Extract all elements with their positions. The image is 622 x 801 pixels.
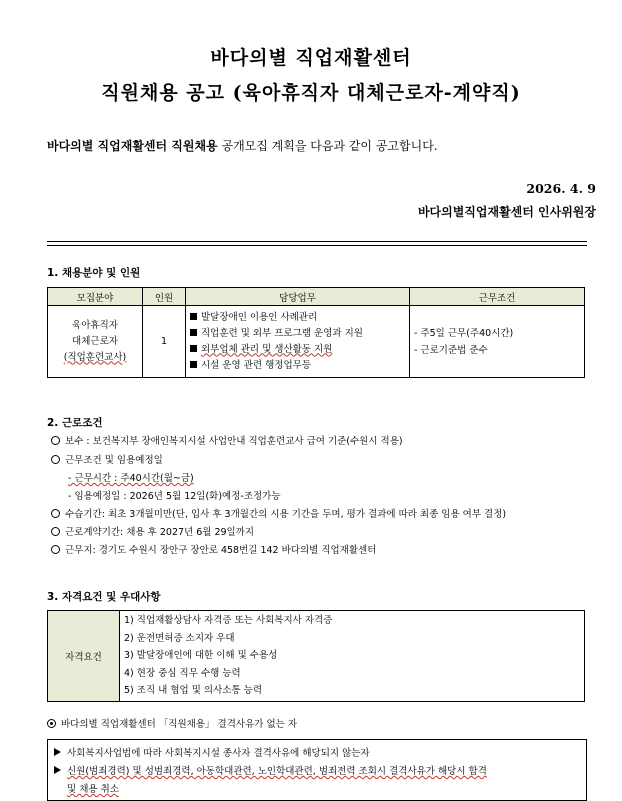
disqualify-box xyxy=(47,739,587,801)
qualification-table xyxy=(47,610,585,702)
circle-bullet-icon xyxy=(51,509,60,518)
recruit-table xyxy=(47,287,585,378)
condition-pay: 보수 : 보건복지부 장애인복지시설 사업안내 직업훈련교사 급여 기준(수원시 적용) xyxy=(51,433,403,447)
divider-bottom xyxy=(47,245,587,246)
disqualify-item-cont: 및 채용 취소 xyxy=(67,784,119,795)
circle-bullet-icon xyxy=(51,545,60,554)
duty-item: 외부업체 관리 및 생산활동 지원 xyxy=(190,342,405,358)
section3-heading: 3. 자격요건 및 우대사항 xyxy=(47,591,161,603)
triangle-bullet-icon xyxy=(54,748,61,756)
condition-location: 근무지: 경기도 수원시 장안구 장안로 458번길 142 바다의별 직업재활센터 xyxy=(51,542,376,556)
disqualify-item: 신원(범죄경력) 및 성범죄경력, 아동학대관련, 노인학대관련, 범죄전력 조회시 결격사유가 해당시 합격 xyxy=(54,763,487,777)
org-title: 바다의별 직업재활센터 xyxy=(210,47,412,69)
qualification-item: 2) 운전면허증 소지자 우대 xyxy=(124,632,235,644)
condition-item: - 근로기준법 준수 xyxy=(414,344,488,356)
col-count: 인원 xyxy=(143,288,186,306)
duty-item: 발달장애인 이용인 사례관리 xyxy=(190,310,405,326)
circle-bullet-icon xyxy=(51,436,60,445)
triangle-bullet-icon xyxy=(54,766,61,774)
condition-work: 근무조건 및 임용예정일 xyxy=(51,452,163,466)
disqualify-heading: 바다의별 직업재활센터 「직원채용」 결격사유가 없는 자 xyxy=(47,716,297,730)
circle-bullet-icon xyxy=(51,455,60,464)
circle-bullet-icon xyxy=(51,527,60,536)
square-bullet-icon xyxy=(190,329,197,336)
signer: 바다의별직업재활센터 인사위원장 xyxy=(417,205,596,219)
qualification-list xyxy=(120,611,585,702)
field-cell xyxy=(48,306,143,378)
square-bullet-icon xyxy=(190,345,197,352)
field-line: (직업훈련교사) xyxy=(63,351,127,363)
condition-probation: 수습기간: 최초 3개월미만(단, 입사 후 3개월간의 시용 기간을 두며, 평가 결과에 따라 최종 임용 여부 결정) xyxy=(51,506,506,520)
square-bullet-icon xyxy=(190,361,197,368)
condition-item: - 주5일 근무(주40시간) xyxy=(414,327,514,339)
duties-cell xyxy=(186,306,410,378)
duty-item: 직업훈련 및 외부 프로그램 운영과 지원 xyxy=(190,326,405,342)
count-cell: 1 xyxy=(143,306,186,378)
intro-rest: 공개모집 계획을 다음과 같이 공고합니다. xyxy=(217,139,438,153)
notice-date: 2026. 4. 9 xyxy=(526,181,596,196)
condition-hours: - 근무시간 : 주40시간(월~금) xyxy=(68,473,194,484)
disqualify-item: 사회복지사업법에 따라 사회복지시설 종사자 결격사유에 해당되지 않는자 xyxy=(54,745,370,759)
notice-title: 직원채용 공고 (육아휴직자 대체근로자-계약직) xyxy=(101,82,521,104)
condition-start-date: - 임용예정일 : 2026년 5월 12일(화)예정-조정가능 xyxy=(68,491,281,502)
section2-heading: 2. 근로조건 xyxy=(47,417,103,429)
duty-item: 시설 운영 관련 행정업무등 xyxy=(190,358,405,374)
square-bullet-icon xyxy=(190,313,197,320)
section1-heading: 1. 채용분야 및 인원 xyxy=(47,267,141,279)
col-field: 모집분야 xyxy=(48,288,143,306)
qualification-label: 자격요건 xyxy=(48,611,120,702)
divider-top xyxy=(47,241,587,242)
field-line: 대체근로자 xyxy=(72,335,118,347)
condition-contract: 근로계약기간: 채용 후 2027년 6월 29일까지 xyxy=(51,524,254,538)
qualification-item: 3) 발달장애인에 대한 이해 및 수용성 xyxy=(124,650,278,661)
qualification-item: 1) 직업재활상담사 자격증 또는 사회복지사 자격증 xyxy=(124,615,333,626)
intro-text xyxy=(47,137,438,154)
conditions-cell xyxy=(410,306,585,378)
dotted-circle-bullet-icon xyxy=(47,719,56,728)
qualification-item: 5) 조직 내 협업 및 의사소통 능력 xyxy=(124,685,262,696)
col-duties: 담당업무 xyxy=(186,288,410,306)
intro-bold: 바다의별 직업재활센터 직원채용 xyxy=(47,139,218,153)
qualification-item: 4) 현장 중심 직무 수행 능력 xyxy=(124,667,241,679)
col-conditions: 근무조건 xyxy=(410,288,585,306)
field-line: 육아휴직자 xyxy=(72,319,118,331)
